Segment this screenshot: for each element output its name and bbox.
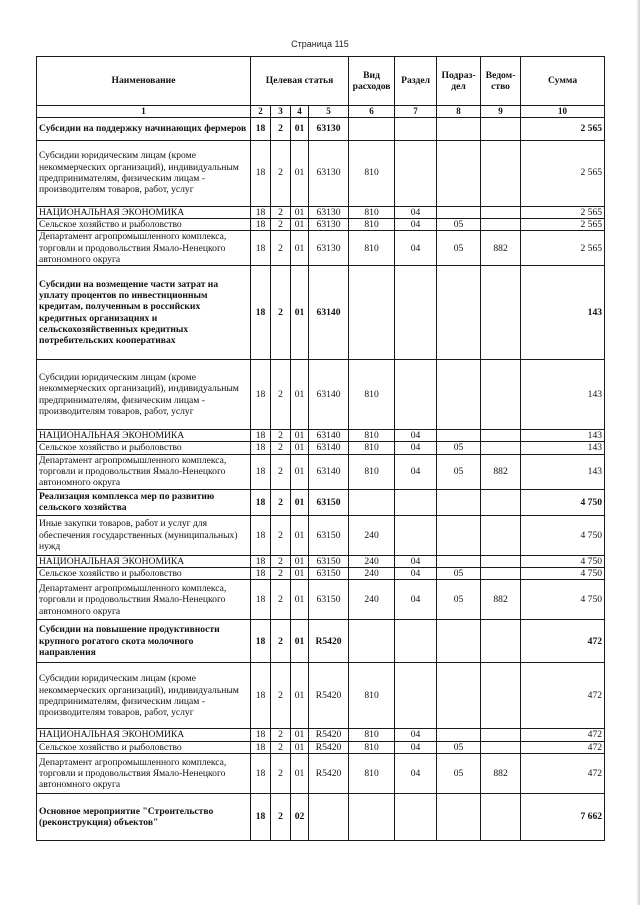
table-row [37,206,605,218]
cell-target-event: 01 [291,218,309,230]
cell-section [395,266,437,360]
cell-name: НАЦИОНАЛЬНАЯ ЭКОНОМИКА [37,555,251,567]
cell-name: Департамент агропромышленного комплекса, торговли и продовольствия Ямало-Ненецкого автономного округа [37,580,251,620]
cell-target-subprogram: 2 [271,140,291,206]
cell-target-event: 01 [291,754,309,794]
cell-target-event: 01 [291,620,309,663]
cell-target-program: 18 [251,489,271,515]
cell-department: 882 [481,580,521,620]
cell-target-event: 01 [291,568,309,580]
cell-name: Субсидии на поддержку начинающих фермеров [37,117,251,140]
cell-sum: 472 [521,620,605,663]
cell-target-subprogram: 2 [271,430,291,442]
cell-expense-type: 810 [349,218,395,230]
cell-target-program: 18 [251,580,271,620]
cell-target-program: 18 [251,794,271,841]
cell-target-code [309,794,349,841]
cell-sum: 472 [521,663,605,729]
cell-expense-type: 810 [349,663,395,729]
cell-target-event: 01 [291,580,309,620]
cell-subsection [437,620,481,663]
page-number-header: Страница 115 [291,39,349,49]
cell-subsection: 05 [437,580,481,620]
cell-target-code: 63130 [309,140,349,206]
cell-sum: 143 [521,360,605,430]
col-number: 8 [437,106,481,118]
cell-target-subprogram: 2 [271,218,291,230]
table-row [37,117,605,140]
cell-target-subprogram: 2 [271,741,291,753]
cell-name: Департамент агропромышленного комплекса, торговли и продовольствия Ямало-Ненецкого автономного округа [37,231,251,266]
cell-name: НАЦИОНАЛЬНАЯ ЭКОНОМИКА [37,729,251,741]
cell-target-program: 18 [251,266,271,360]
cell-target-code: 63140 [309,442,349,454]
cell-target-event: 01 [291,729,309,741]
cell-subsection: 05 [437,741,481,753]
cell-section: 04 [395,580,437,620]
cell-section: 04 [395,568,437,580]
cell-expense-type: 810 [349,140,395,206]
cell-target-event: 01 [291,741,309,753]
cell-name: Департамент агропромышленного комплекса, торговли и продовольствия Ямало-Ненецкого автономного округа [37,754,251,794]
cell-subsection: 05 [437,568,481,580]
cell-name: Департамент агропромышленного комплекса, торговли и продовольствия Ямало-Ненецкого автономного округа [37,454,251,489]
cell-target-code: 63130 [309,231,349,266]
cell-target-event: 01 [291,555,309,567]
cell-sum: 143 [521,442,605,454]
cell-sum: 143 [521,430,605,442]
cell-target-event: 01 [291,360,309,430]
cell-sum: 472 [521,729,605,741]
cell-target-subprogram: 2 [271,794,291,841]
cell-department [481,206,521,218]
cell-subsection: 05 [437,454,481,489]
budget-table [36,56,605,841]
table-row [37,555,605,567]
cell-target-subprogram: 2 [271,729,291,741]
cell-target-program: 18 [251,741,271,753]
col-number: 1 [37,106,251,118]
cell-name: Субсидии юридическим лицам (кроме некоммерческих организаций), индивидуальным предпринимателям, физическим лицам - производителям товаров, работ, услуг [37,360,251,430]
cell-target-subprogram: 2 [271,360,291,430]
cell-sum: 4 750 [521,489,605,515]
cell-target-event: 01 [291,454,309,489]
cell-sum: 2 565 [521,231,605,266]
cell-department [481,620,521,663]
col-header-sum: Сумма [521,57,605,106]
cell-target-code: 63140 [309,454,349,489]
header-row [37,57,605,106]
cell-target-code: 63150 [309,580,349,620]
cell-name: Субсидии на возмещение части затрат на уплату процентов по инвестиционным кредитам, полученным в российских кредитных организациях и сельскохозяйственных кредитных потребительских кооперативах [37,266,251,360]
cell-target-event: 01 [291,117,309,140]
cell-target-program: 18 [251,206,271,218]
cell-department: 882 [481,454,521,489]
cell-name: Сельское хозяйство и рыболовство [37,741,251,753]
cell-department: 882 [481,231,521,266]
cell-target-event: 01 [291,442,309,454]
cell-target-code: R5420 [309,754,349,794]
cell-subsection [437,140,481,206]
table-row [37,489,605,515]
cell-name: Иные закупки товаров, работ и услуг для обеспечения государственных (муниципальных) нужд [37,515,251,555]
cell-target-event: 02 [291,794,309,841]
col-header-section: Раздел [395,57,437,106]
col-number: 5 [309,106,349,118]
cell-target-event: 01 [291,206,309,218]
table-row [37,430,605,442]
cell-target-program: 18 [251,568,271,580]
cell-sum: 2 565 [521,117,605,140]
cell-expense-type: 810 [349,741,395,753]
cell-section: 04 [395,454,437,489]
cell-target-code: 63130 [309,117,349,140]
cell-department [481,729,521,741]
cell-target-code: R5420 [309,663,349,729]
cell-target-program: 18 [251,430,271,442]
col-header-department: Ведом-ство [481,57,521,106]
cell-target-code: 63140 [309,430,349,442]
cell-name: Основное мероприятие "Строительство (реконструкция) объектов" [37,794,251,841]
cell-expense-type [349,489,395,515]
table-row [37,515,605,555]
cell-department [481,117,521,140]
cell-subsection: 05 [437,442,481,454]
cell-department [481,430,521,442]
cell-sum: 143 [521,454,605,489]
cell-expense-type [349,620,395,663]
cell-expense-type: 810 [349,430,395,442]
cell-target-subprogram: 2 [271,266,291,360]
cell-subsection [437,266,481,360]
cell-target-program: 18 [251,454,271,489]
cell-name: Субсидии на повышение продуктивности крупного рогатого скота молочного направления [37,620,251,663]
cell-department [481,442,521,454]
cell-name: Реализация комплекса мер по развитию сельского хозяйства [37,489,251,515]
col-header-expense-type: Вид расходов [349,57,395,106]
table-row [37,360,605,430]
cell-expense-type: 240 [349,515,395,555]
cell-sum: 7 662 [521,794,605,841]
cell-target-code: 63130 [309,218,349,230]
cell-target-subprogram: 2 [271,580,291,620]
cell-target-subprogram: 2 [271,663,291,729]
cell-target-program: 18 [251,360,271,430]
cell-target-program: 18 [251,729,271,741]
cell-name: Субсидии юридическим лицам (кроме некоммерческих организаций), индивидуальным предпринимателям, физическим лицам - производителям товаров, работ, услуг [37,663,251,729]
table-row [37,442,605,454]
cell-target-code: R5420 [309,729,349,741]
cell-section [395,140,437,206]
cell-target-program: 18 [251,555,271,567]
table-row [37,741,605,753]
cell-target-subprogram: 2 [271,489,291,515]
cell-subsection: 05 [437,218,481,230]
cell-subsection [437,430,481,442]
cell-department [481,568,521,580]
cell-target-event: 01 [291,266,309,360]
cell-department [481,741,521,753]
cell-target-program: 18 [251,515,271,555]
cell-section [395,489,437,515]
cell-department [481,140,521,206]
cell-department [481,515,521,555]
cell-target-program: 18 [251,140,271,206]
cell-target-event: 01 [291,489,309,515]
cell-department [481,360,521,430]
cell-subsection [437,794,481,841]
cell-target-event: 01 [291,231,309,266]
cell-target-program: 18 [251,754,271,794]
cell-target-subprogram: 2 [271,555,291,567]
cell-subsection [437,489,481,515]
table-row [37,663,605,729]
table-row [37,231,605,266]
cell-target-event: 01 [291,430,309,442]
cell-target-subprogram: 2 [271,454,291,489]
cell-name: НАЦИОНАЛЬНАЯ ЭКОНОМИКА [37,430,251,442]
cell-expense-type: 240 [349,580,395,620]
cell-target-subprogram: 2 [271,568,291,580]
cell-target-program: 18 [251,442,271,454]
col-header-subsection: Подраз-дел [437,57,481,106]
cell-subsection [437,117,481,140]
col-header-name: Наименование [37,57,251,106]
cell-target-subprogram: 2 [271,117,291,140]
cell-section [395,360,437,430]
cell-expense-type: 810 [349,442,395,454]
cell-expense-type [349,117,395,140]
table-row [37,729,605,741]
cell-target-program: 18 [251,231,271,266]
col-number: 6 [349,106,395,118]
table-row [37,620,605,663]
cell-target-code: R5420 [309,741,349,753]
cell-section [395,663,437,729]
cell-target-program: 18 [251,663,271,729]
col-number: 2 [251,106,271,118]
col-number: 10 [521,106,605,118]
cell-expense-type [349,266,395,360]
cell-expense-type: 810 [349,206,395,218]
cell-target-subprogram: 2 [271,754,291,794]
col-header-target: Целевая статья [251,57,349,106]
cell-sum: 4 750 [521,555,605,567]
cell-target-subprogram: 2 [271,231,291,266]
cell-target-code: 63130 [309,206,349,218]
cell-sum: 4 750 [521,568,605,580]
cell-name: Субсидии юридическим лицам (кроме некоммерческих организаций), индивидуальным предпринимателям, физическим лицам - производителям товаров, работ, услуг [37,140,251,206]
cell-target-subprogram: 2 [271,620,291,663]
cell-section [395,515,437,555]
cell-target-event: 01 [291,663,309,729]
cell-target-code: 63150 [309,489,349,515]
cell-name: Сельское хозяйство и рыболовство [37,568,251,580]
table-body [37,117,605,840]
cell-target-code: R5420 [309,620,349,663]
cell-sum: 2 565 [521,218,605,230]
cell-sum: 4 750 [521,580,605,620]
cell-target-event: 01 [291,140,309,206]
cell-expense-type: 810 [349,454,395,489]
table-row [37,218,605,230]
cell-subsection: 05 [437,231,481,266]
cell-department [481,663,521,729]
cell-department: 882 [481,754,521,794]
cell-expense-type: 810 [349,729,395,741]
cell-section [395,794,437,841]
cell-section: 04 [395,729,437,741]
cell-target-event: 01 [291,515,309,555]
cell-target-program: 18 [251,620,271,663]
cell-target-code: 63140 [309,266,349,360]
cell-expense-type: 240 [349,568,395,580]
cell-section: 04 [395,741,437,753]
table-row [37,754,605,794]
cell-subsection [437,360,481,430]
cell-department [481,555,521,567]
cell-sum: 2 565 [521,140,605,206]
cell-target-subprogram: 2 [271,515,291,555]
cell-section: 04 [395,442,437,454]
cell-expense-type: 810 [349,231,395,266]
cell-target-subprogram: 2 [271,442,291,454]
cell-section: 04 [395,555,437,567]
col-number: 7 [395,106,437,118]
cell-target-subprogram: 2 [271,206,291,218]
table-row [37,266,605,360]
cell-department [481,218,521,230]
cell-sum: 143 [521,266,605,360]
cell-department [481,266,521,360]
cell-section [395,620,437,663]
scan-edge-shadow [636,0,640,905]
col-number: 9 [481,106,521,118]
cell-section: 04 [395,206,437,218]
cell-subsection [437,729,481,741]
cell-expense-type: 810 [349,754,395,794]
cell-expense-type: 810 [349,360,395,430]
cell-expense-type [349,794,395,841]
cell-section: 04 [395,754,437,794]
cell-target-code: 63140 [309,360,349,430]
cell-sum: 472 [521,754,605,794]
cell-section: 04 [395,218,437,230]
cell-target-program: 18 [251,117,271,140]
table-row [37,580,605,620]
table-row [37,794,605,841]
table-row [37,568,605,580]
col-number: 4 [291,106,309,118]
table-row [37,454,605,489]
cell-subsection [437,206,481,218]
cell-subsection [437,515,481,555]
cell-sum: 2 565 [521,206,605,218]
cell-expense-type: 240 [349,555,395,567]
cell-section [395,117,437,140]
cell-name: НАЦИОНАЛЬНАЯ ЭКОНОМИКА [37,206,251,218]
cell-subsection: 05 [437,754,481,794]
cell-target-code: 63150 [309,568,349,580]
col-number: 3 [271,106,291,118]
table-row [37,140,605,206]
cell-name: Сельское хозяйство и рыболовство [37,442,251,454]
cell-target-program: 18 [251,218,271,230]
cell-department [481,794,521,841]
cell-sum: 472 [521,741,605,753]
cell-subsection [437,663,481,729]
cell-section: 04 [395,430,437,442]
cell-target-code: 63150 [309,555,349,567]
column-number-row [37,106,605,118]
cell-sum: 4 750 [521,515,605,555]
cell-subsection [437,555,481,567]
cell-name: Сельское хозяйство и рыболовство [37,218,251,230]
cell-department [481,489,521,515]
cell-section: 04 [395,231,437,266]
cell-target-code: 63150 [309,515,349,555]
